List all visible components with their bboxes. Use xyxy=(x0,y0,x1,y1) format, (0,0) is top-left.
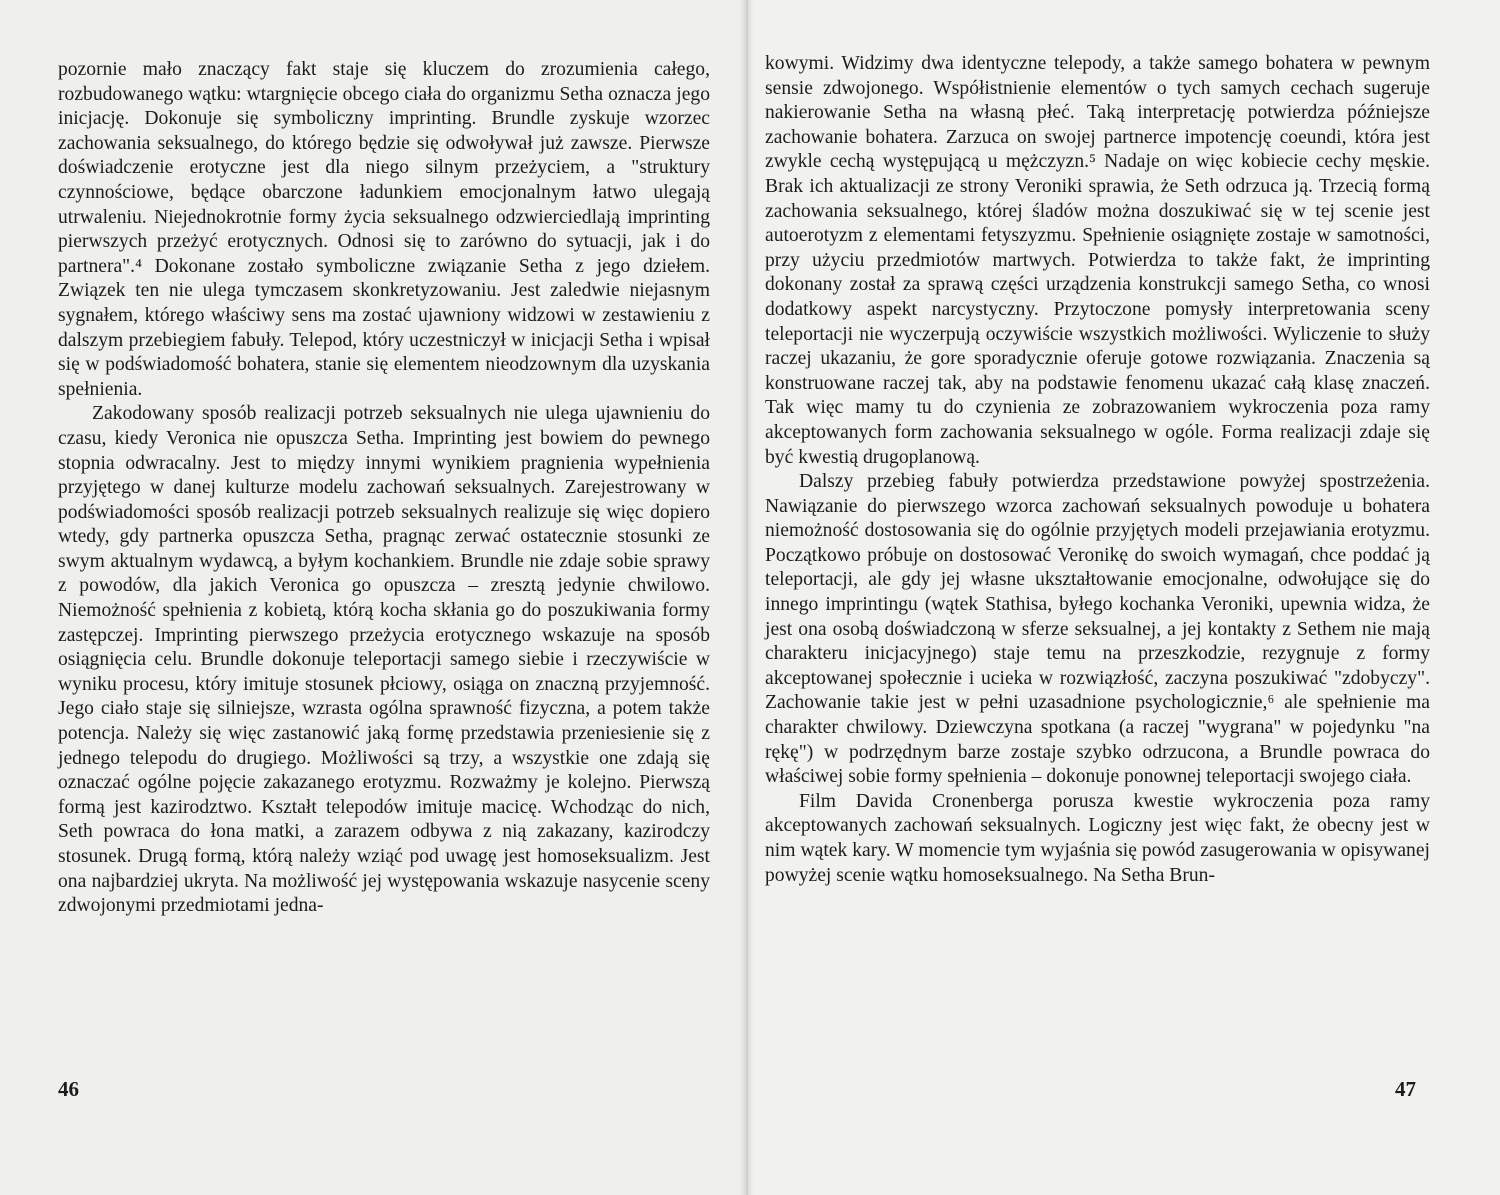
paragraph: Dalszy przebieg fabuły potwierdza przedstawione powyżej spostrzeżenia. Nawiązanie do pierwszego wzorca zachowań seksualnych powoduje u bohatera niemożność dostosowania się do ogólnie przyjętych modeli przejawiania erotyzmu. Początkowo próbuje on dostosować Veronikę do swoich wymagań, chce poddać ją teleportacji, ale gdy jej własne ukształtowanie emocjonalne, odwołujące się do innego imprintingu (wątek Stathisa, byłego kochanka Veroniki, upewnia widza, że jest ona osobą doświadczoną w sferze seksualnej, a jej kontakty z Sethem nie mają charakteru inicjacyjnego) staje temu na przeszkodzie, rezygnuje z formy akceptowanej społecznie i ucieka w rozwiązłość, zaczyna poszukiwać "zdobyczy". Zachowanie takie jest w pełni uzasadnione psychologicznie,⁶ ale spełnienie ma charakter chwilowy. Dziewczyna spotkana (a raczej "wygrana" w pojedynku "na rękę") w podrzędnym barze zostaje szybko odrzucona, a Brundle powraca do właściwej sobie formy spełnienia – dokonuje ponownej teleportacji swojego ciała. xyxy=(765,471,1430,788)
page-number-right: 47 xyxy=(1395,1077,1416,1101)
left-page-text xyxy=(58,58,710,919)
paragraph: Zakodowany sposób realizacji potrzeb seksualnych nie ulega ujawnieniu do czasu, kiedy Veronica nie opuszcza Setha. Imprinting jest bowiem do pewnego stopnia odwracalny. Jest to między innymi wynikiem pragnienia wypełnienia przyjętego w danej kulturze modelu zachowań seksualnych. Zarejestrowany w podświadomości sposób realizacji potrzeb seksualnych realizuje się więc dopiero wtedy, gdy partnerka opuszcza Setha, pragnąc zerwać ostatecznie stosunki ze swym aktualnym wydawcą, a byłym kochankiem. Brundle nie zdaje sobie sprawy z powodów, dla jakich Veronica go opuszcza – zresztą jedynie chwilowo. Niemożność spełnienia z kobietą, którą kocha skłania go do poszukiwania formy zastępczej. Imprinting pierwszego przeżycia erotycznego wskazuje na sposób osiągnięcia celu. Brundle dokonuje teleportacji samego siebie i rzeczywiście w wyniku procesu, który imituje stosunek płciowy, osiąga on znaczną przyjemność. Jego ciało staje się silniejsze, wzrasta ogólna sprawność fizyczna, a potem także potencja. Należy się więc zastanowić jaką formę przedstawia przeniesienie się z jednego telepodu do drugiego. Możliwości są trzy, a wszystkie one zdają się oznaczać ogólne pojęcie zakazanego erotyzmu. Rozważmy je kolejno. Pierwszą formą jest kazirodztwo. Kształt telepodów imituje macicę. Wchodząc do nich, Seth powraca do łona matki, a zarazem odbywa z nią zakazany, kazirodczy stosunek. Drugą formą, którą należy wziąć pod uwagę jest homoseksualizm. Jest ona najbardziej ukryta. Na możliwość jej występowania wskazuje nasycenie sceny zdwojonymi przedmiotami jedna- xyxy=(58,403,710,917)
paragraph: pozornie mało znaczący fakt staje się kluczem do zrozumienia całego, rozbudowanego wątku: wtargnięcie obcego ciała do organizmu Setha oznacza jego inicjację. Dokonuje się symboliczny imprinting. Brundle zyskuje wzorzec zachowania seksualnego, do którego będzie się odwoływał już zawsze. Pierwsze doświadczenie erotyczne jest dla niego silnym przeżyciem, a "struktury czynnościowe, będące obarczone ładunkiem emocjonalnym łatwo ulegają utrwaleniu. Niejednokrotnie formy życia seksualnego odzwierciedlają imprinting pierwszych przeżyć erotycznych. Odnosi się to zarówno do sytuacji, jak i do partnera".⁴ Dokonane zostało symboliczne związanie Setha z jego dziełem. Związek ten nie ulega tymczasem skonkretyzowaniu. Jest zaledwie niejasnym sygnałem, którego właściwy sens ma zostać ujawniony widzowi w zestawieniu z dalszym przebiegiem fabuły. Telepod, który uczestniczył w inicjacji Setha i wpisał się w podświadomość bohatera, stanie się elementem nieodzownym dla uzyskania spełnienia. xyxy=(58,59,710,400)
paragraph: kowymi. Widzimy dwa identyczne telepody, a także samego bohatera w pewnym sensie zdwojonego. Współistnienie elementów o tych samych cechach sugeruje nakierowanie Setha na własną płeć. Taką interpretację potwierdza późniejsze zachowanie bohatera. Zarzuca on swojej partnerce impotencję coeundi, która jest zwykle cechą występującą u mężczyzn.⁵ Nadaje on więc kobiecie cechy męskie. Brak ich aktualizacji ze strony Veroniki sprawia, że Seth odrzuca ją. Trzecią formą zachowania seksualnego, której śladów można doszukiwać się w tej scenie jest autoerotyzm z elementami fetyszyzmu. Spełnienie osiągnięte zostaje w samotności, przy użyciu przedmiotów martwych. Potwierdza to także fakt, że imprinting dokonany został za sprawą części urządzenia konstrukcji samego Setha, co wnosi dodatkowy aspekt narcystyczny. Przytoczone pomysły interpretowania sceny teleportacji nie wyczerpują oczywiście wszystkich możliwości. Wyliczenie to służy raczej ukazaniu, że gore sporadycznie oferuje gotowe rozwiązania. Znaczenia są konstruowane raczej tak, aby na podstawie fenomenu ukazać całą klasę znaczeń. Tak więc mamy tu do czynienia ze zobrazowaniem wykroczenia poza ramy akceptowanych form zachowania seksualnego w ogóle. Forma realizacji zdaje się być kwestią drugoplanową. xyxy=(765,53,1430,468)
page-number-left: 46 xyxy=(58,1077,79,1101)
right-page-text xyxy=(765,52,1430,888)
left-page xyxy=(0,0,747,1195)
right-page xyxy=(747,0,1500,1195)
paragraph: Film Davida Cronenberga porusza kwestie wykroczenia poza ramy akceptowanych zachowań seksualnych. Logiczny jest więc fakt, że obecny jest w nim wątek kary. W momencie tym wyjaśnia się powód zasugerowania w opisywanej powyżej scenie wątku homoseksualnego. Na Setha Brun- xyxy=(765,790,1430,886)
book-gutter xyxy=(740,0,754,1195)
